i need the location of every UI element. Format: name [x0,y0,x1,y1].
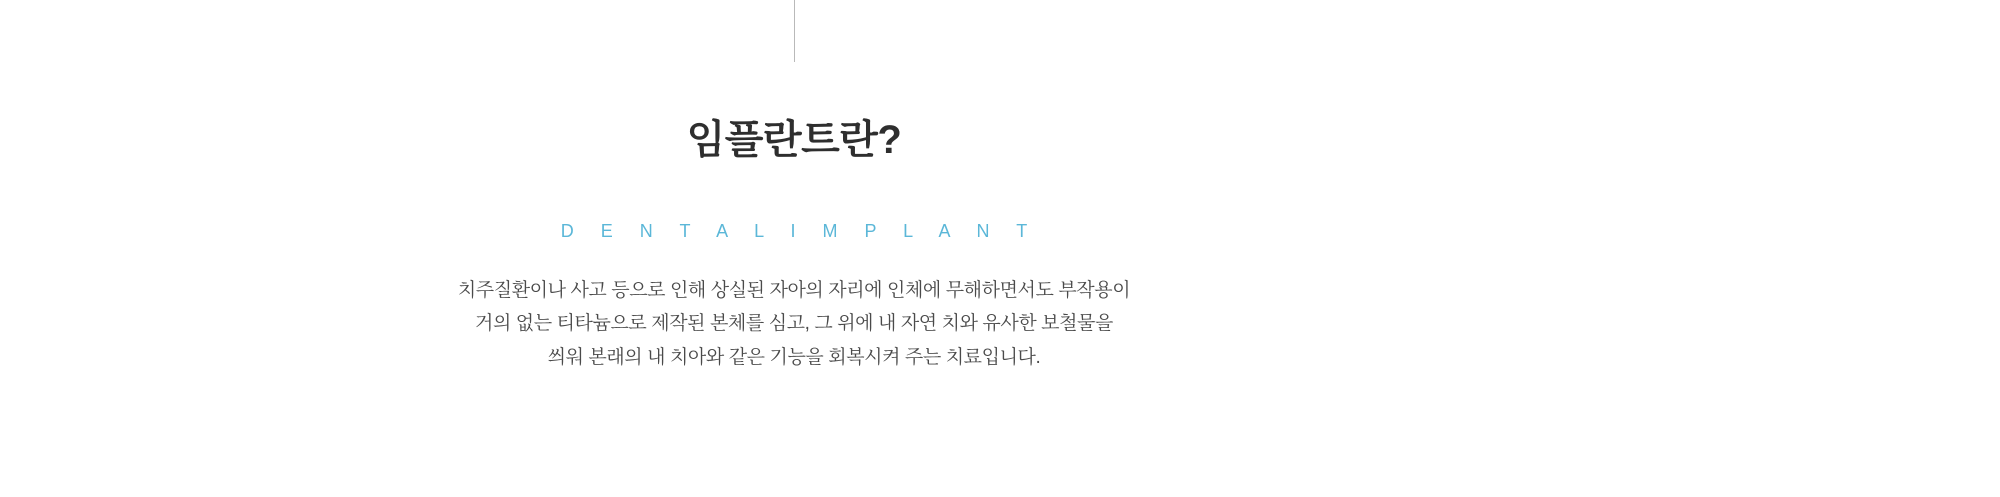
vertical-divider-icon [794,0,795,62]
page-title: 임플란트란? [686,118,902,162]
description-line: 씌워 본래의 내 치아와 같은 기능을 회복시켜 주는 치료입니다. [547,346,1041,368]
subtitle-dental-implant: D E N T A L I M P L A N T [560,221,1039,242]
description-line: 거의 없는 티타늄으로 제작된 본체를 심고, 그 위에 내 자연 치와 유사한 보철물을 [475,313,1113,335]
description-paragraph [458,274,1130,374]
description-line: 치주질환이나 사고 등으로 인해 상실된 자아의 자리에 인체에 무해하면서도 부작용이 [457,280,1131,302]
